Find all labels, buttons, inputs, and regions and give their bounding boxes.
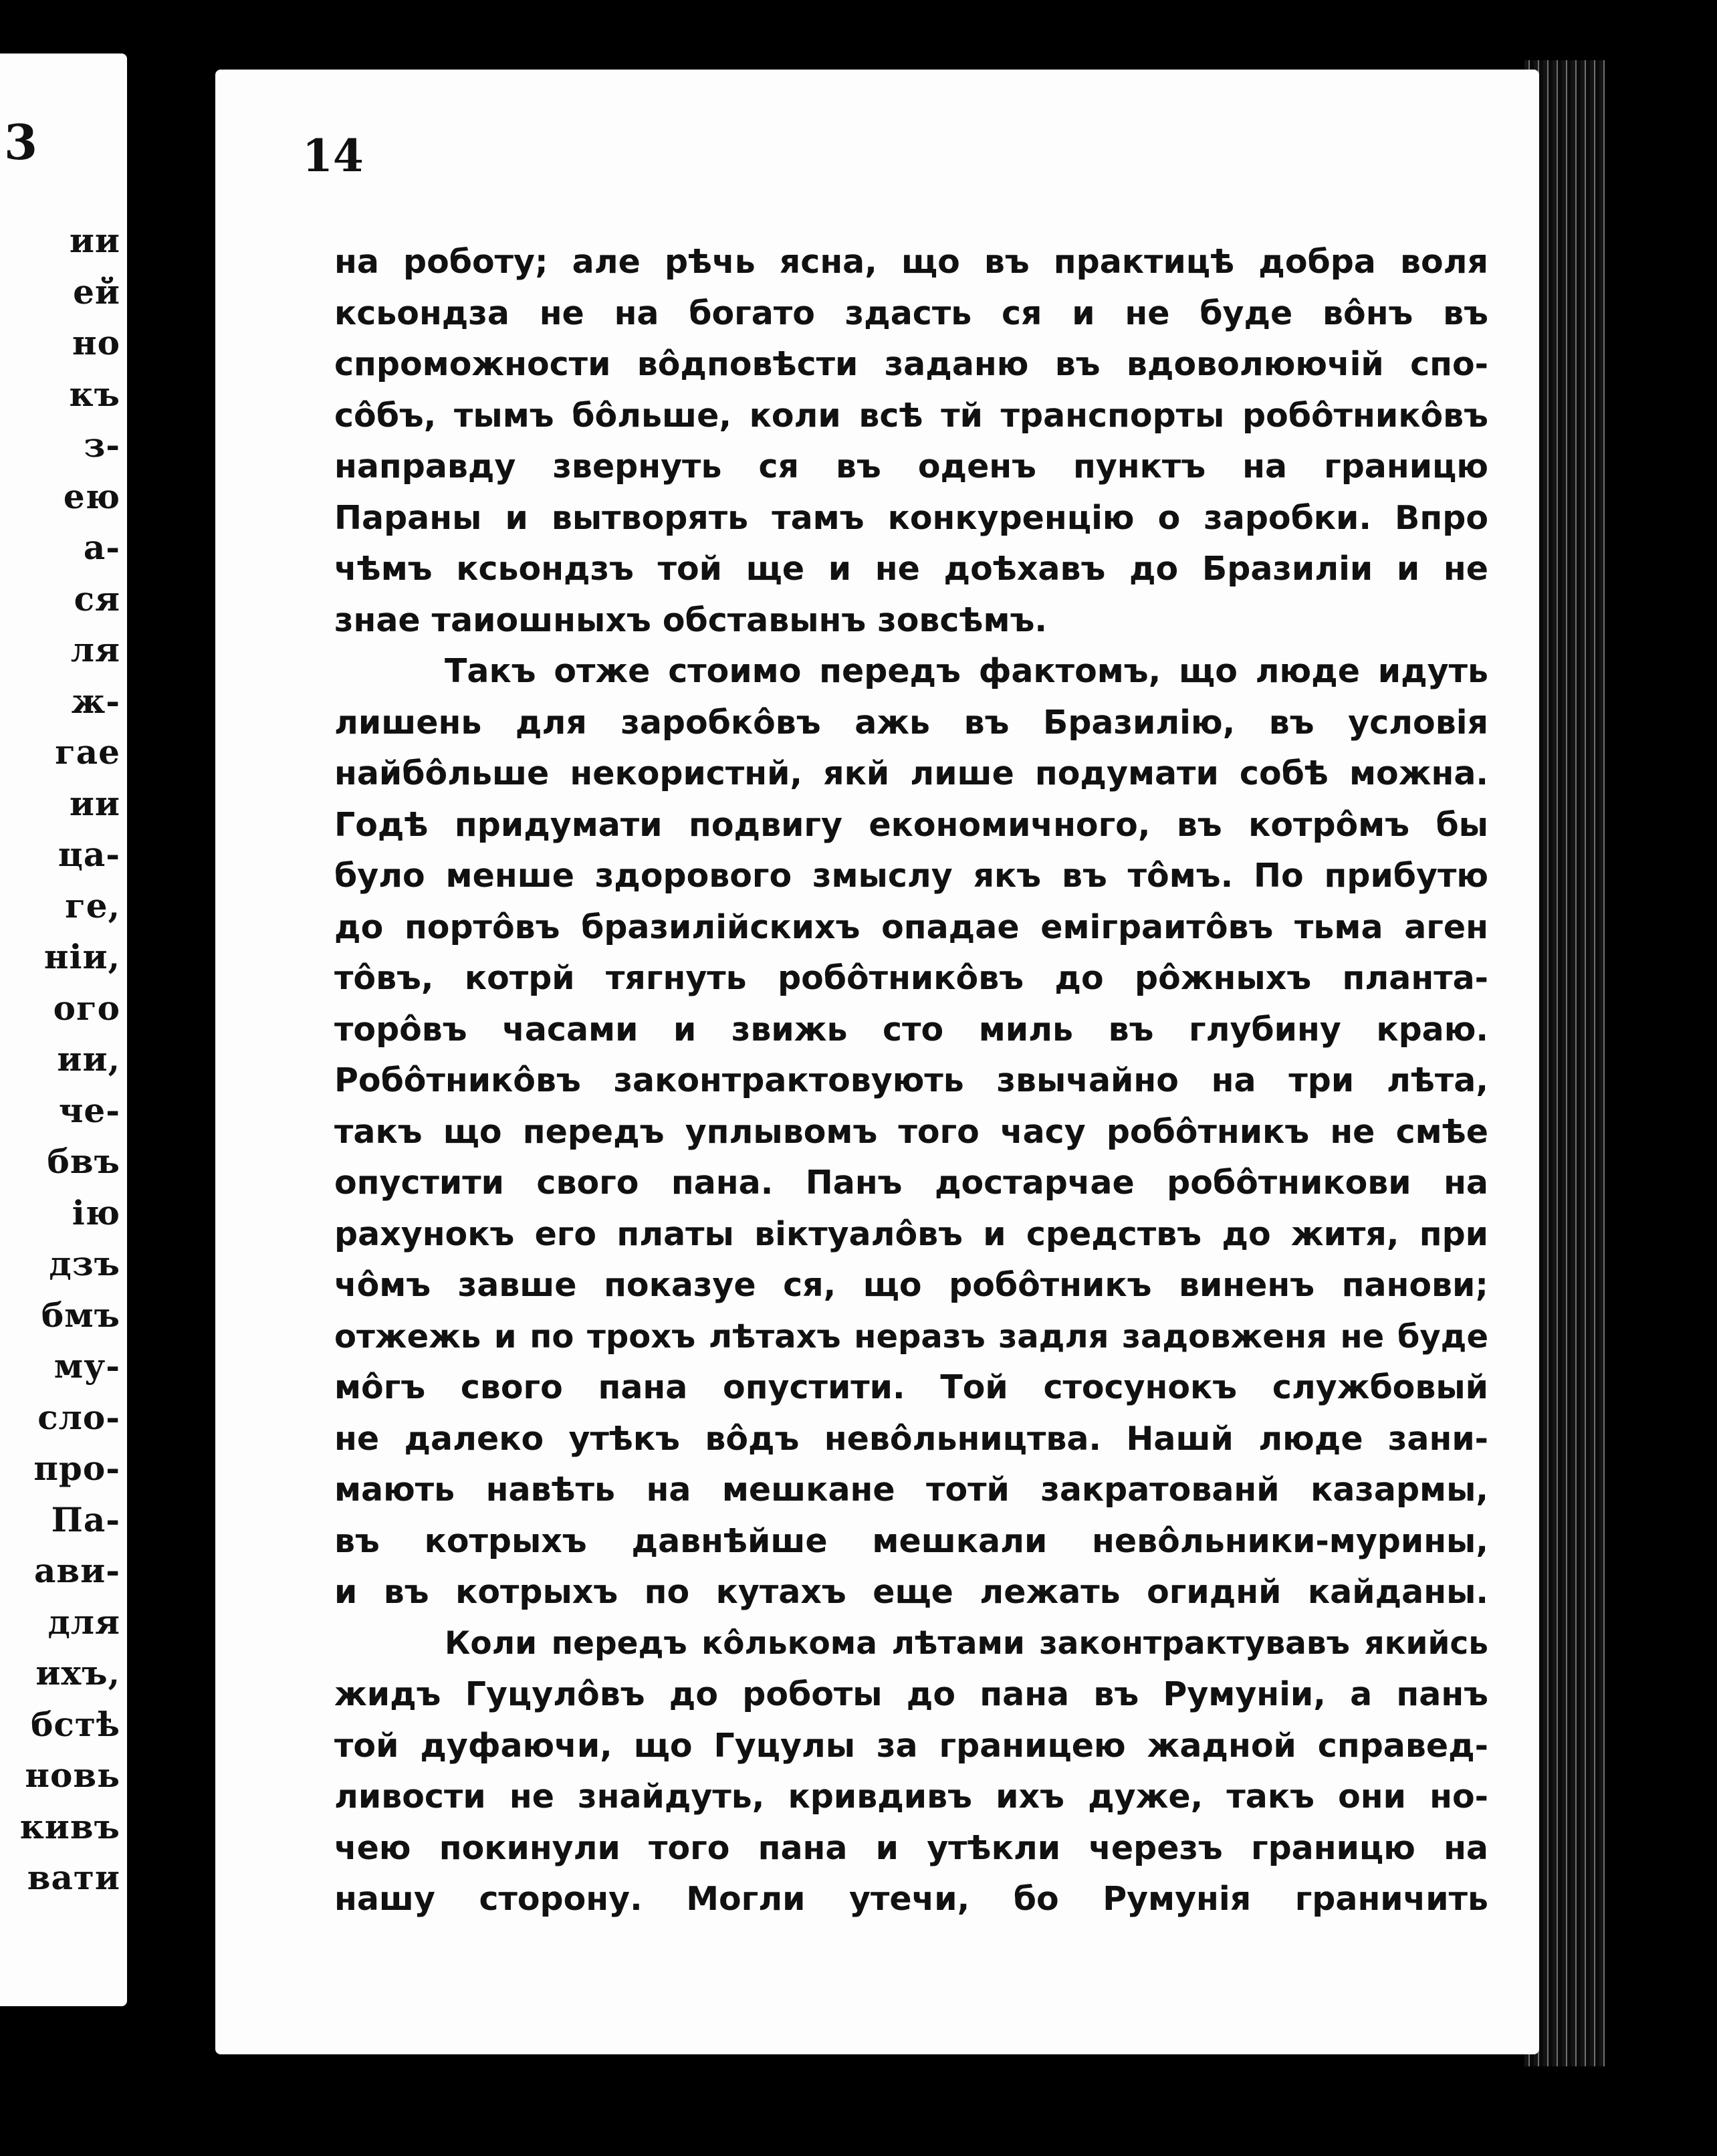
text-line: Робôтникôвъ законтрактовують звычайно на три лѣта, (334, 1061, 1488, 1099)
previous-page-line-fragment: ею (63, 476, 120, 516)
text-line: Годѣ придумати подвигу економичного, въ котрôмъ бы (334, 805, 1488, 844)
book-page (215, 70, 1539, 2054)
text-line: ливости не знайдуть, кривдивъ ихъ дуже, такъ они но- (334, 1777, 1488, 1816)
text-line: чôмъ завше показуе ся, що робôтникъ виненъ панови; (334, 1266, 1488, 1304)
previous-page-line-fragment: бстѣ (31, 1704, 120, 1744)
previous-page-line-fragment: для (47, 1602, 120, 1642)
previous-page-line-fragment: ля (70, 630, 120, 669)
previous-page-line-fragment: ію (72, 1192, 120, 1232)
text-line: Параны и вытворять тамъ конкуренцію о заробки. Впро (334, 498, 1488, 537)
previous-page-line-fragment: ави- (34, 1551, 120, 1590)
text-line: сôбъ, тымъ бôльше, коли всѣ тй транспорты робôтникôвъ (334, 396, 1488, 435)
previous-page-line-fragment: ніи, (43, 937, 120, 976)
previous-page-line-fragment: но (72, 323, 120, 362)
previous-page-line-fragment: ге, (65, 885, 120, 926)
text-line: знае таиошныхъ обставынъ зовсѣмъ. (334, 601, 1048, 639)
previous-page-fragment (0, 53, 127, 2006)
text-line: спроможности вôдповѣсти заданю въ вдоволюючій спо- (334, 345, 1488, 383)
text-line: Коли передъ кôлькома лѣтами законтрактувавъ якийсь (445, 1624, 1488, 1662)
previous-page-line-fragment: вати (27, 1858, 120, 1897)
text-line: отжежь и по трохъ лѣтахъ неразъ задля задовженя не буде (334, 1317, 1488, 1356)
previous-page-line-fragment: з- (84, 425, 120, 465)
previous-page-line-fragment: ии (69, 221, 120, 260)
text-line: торôвъ часами и звижь сто миль въ глубину краю. (334, 1010, 1488, 1049)
previous-page-line-fragment: ии, (57, 1039, 120, 1079)
previous-page-line-fragment: ихъ, (35, 1653, 120, 1693)
previous-page-line-fragment: ей (73, 272, 120, 312)
text-line: рахунокъ его платы віктуалôвъ и средствъ до житя, при (334, 1214, 1488, 1253)
previous-page-line-fragment: ца- (58, 835, 120, 874)
text-line: чѣмъ ксьондзъ той ще и не доѣхавъ до Бразиліи и не (334, 550, 1488, 588)
page-number: 14 (302, 130, 364, 182)
previous-page-line-fragment: ся (74, 578, 120, 619)
previous-page-line-fragment: а- (83, 528, 120, 567)
text-line: нашу сторону. Могли утечи, бо Румунія граничить (334, 1880, 1488, 1918)
previous-page-line-fragment: сло- (37, 1397, 120, 1437)
text-line: мають навѣть на мешкане тотй закратованй казармы, (334, 1471, 1488, 1509)
text-line: тôвъ, котрй тягнуть робôтникôвъ до рôжныхъ планта- (334, 959, 1488, 997)
text-line: не далеко утѣкъ вôдъ невôльництва. Нашй люде зани- (334, 1419, 1488, 1458)
text-line: въ котрыхъ давнѣйше мешкали невôльники-мурины, (334, 1521, 1488, 1560)
previous-page-line-fragment: му- (53, 1346, 120, 1386)
text-line: було менше здорового змыслу якъ въ тôмъ. По прибутю (334, 857, 1488, 895)
previous-page-line-fragment: бмъ (41, 1295, 120, 1335)
text-line: опустити свого пана. Панъ достарчае робôтникови на (334, 1164, 1488, 1202)
previous-page-number: 3 (4, 114, 38, 171)
previous-page-line-fragment: че- (58, 1090, 120, 1130)
previous-page-line-fragment: кивъ (19, 1806, 120, 1846)
text-line: на роботу; але рѣчь ясна, що въ практицѣ добра воля (334, 243, 1488, 281)
previous-page-line-fragment: къ (69, 374, 120, 414)
text-line: мôгъ свого пана опустити. Той стосунокъ службовый (334, 1368, 1488, 1406)
previous-page-line-fragment: гае (55, 732, 120, 772)
text-line: найбôльше некористнй, якй лише подумати собѣ можна. (334, 754, 1488, 792)
previous-page-line-fragment: про- (33, 1448, 120, 1488)
text-line: такъ що передъ уплывомъ того часу робôтникъ не смѣе (334, 1112, 1488, 1151)
text-line: ксьондза не на богато здасть ся и не буде вôнъ въ (334, 294, 1488, 332)
previous-page-line-fragment: ж- (71, 681, 120, 721)
text-line: той дуфаючи, що Гуцулы за границею жадной справед- (334, 1726, 1488, 1765)
previous-page-line-fragment: Па- (51, 1499, 120, 1539)
previous-page-line-fragment: ии (69, 783, 120, 823)
text-line: направду звернуть ся въ оденъ пунктъ на границю (334, 447, 1488, 486)
text-line: Такъ отже стоимо передъ фактомъ, що люде идуть (445, 652, 1488, 690)
text-line: жидъ Гуцулôвъ до роботы до пана въ Румуніи, а панъ (334, 1675, 1488, 1713)
text-line: и въ котрыхъ по кутахъ еще лежать огиднй кайданы. (334, 1573, 1488, 1611)
previous-page-line-fragment: дзъ (49, 1244, 120, 1283)
text-line: до портôвъ бразилійскихъ опадае еміграитôвъ тьма аген (334, 907, 1488, 946)
text-line: лишень для заробкôвъ ажь въ Бразилію, въ условія (334, 703, 1488, 742)
page-body-text (334, 237, 1488, 1925)
previous-page-line-fragment: бвъ (47, 1142, 120, 1181)
text-line: чею покинули того пана и утѣкли черезъ границю на (334, 1828, 1488, 1867)
previous-page-line-fragment: ого (53, 988, 120, 1028)
previous-page-line-fragment: новь (25, 1755, 120, 1795)
